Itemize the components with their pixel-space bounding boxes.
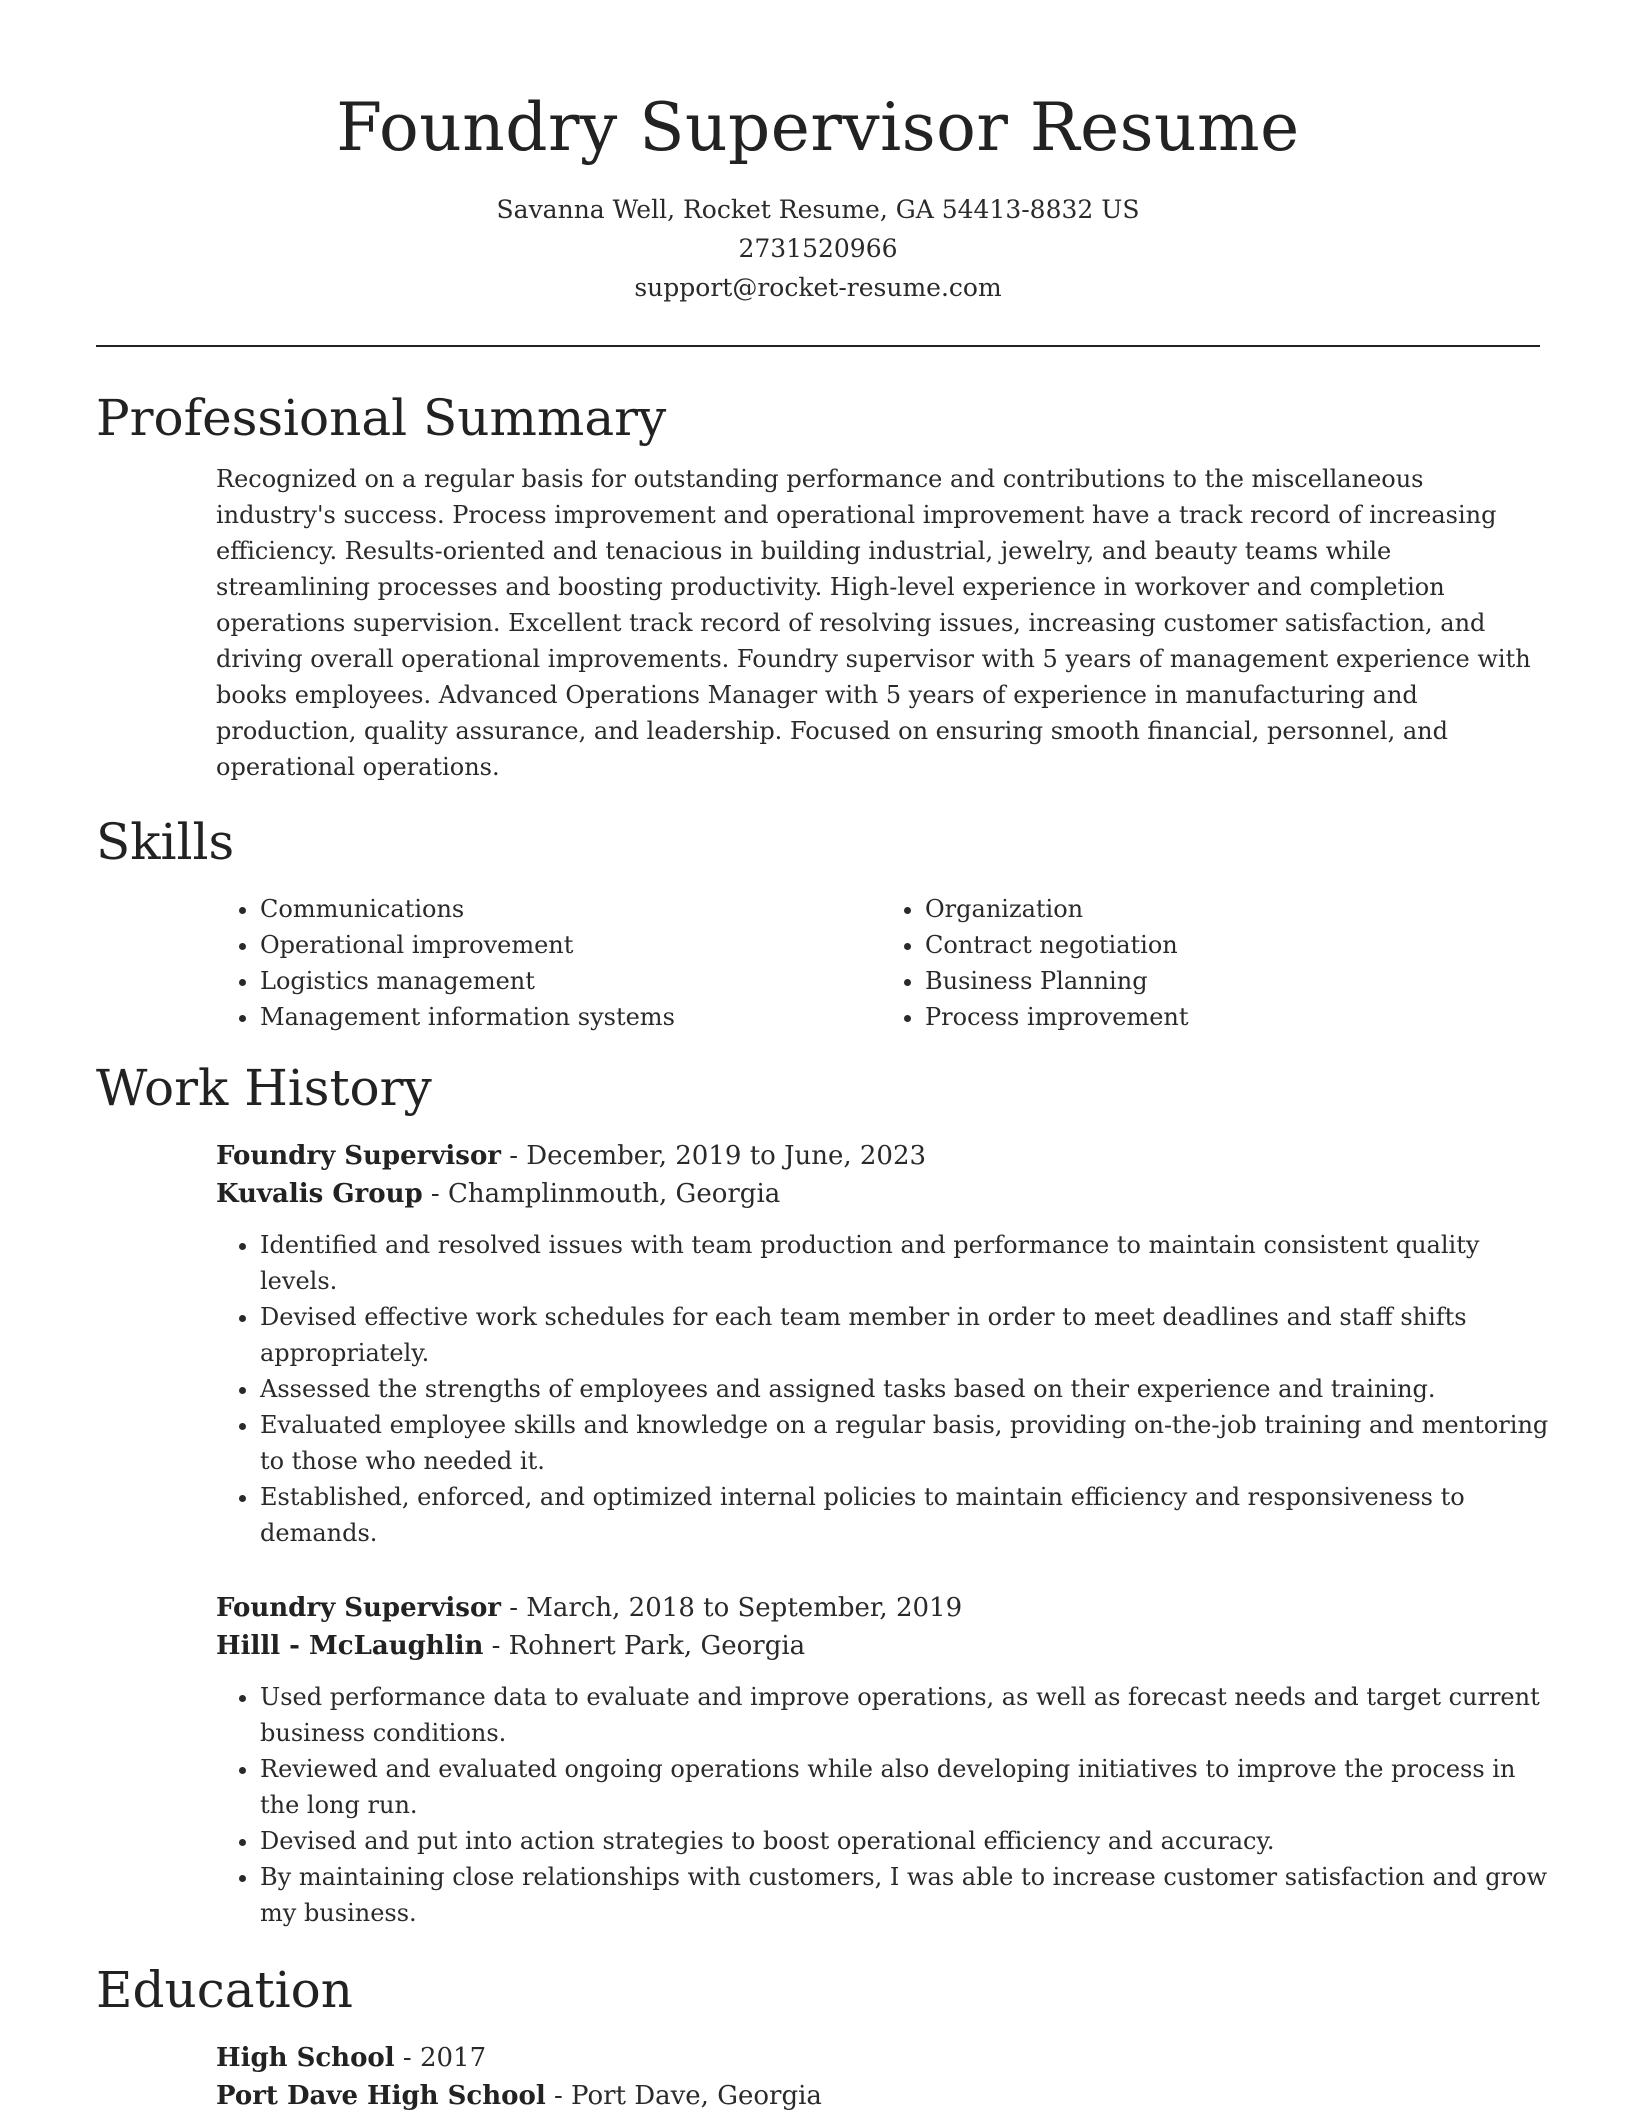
summary-text: Recognized on a regular basis for outstanding performance and contributions to the miscellaneous industry's success. Process improvement and operational improvement have a track record of increasing efficiency. Results-oriented and tenacious in building industrial, jewelry, and beauty teams while streamlining processes and boosting productivity. High-level experience in workover and completion operations supervision. Excellent track record of resolving issues, increasing customer satisfaction, and driving overall operational improvements. Foundry supervisor with 5 years of management experience with books employees. Advanced Operations Manager with 5 years of experience in manufacturing and production, quality assurance, and leadership. Focused on ensuring smooth financial, personnel, and operational operations.	[216, 465, 1531, 781]
job-company: Kuvalis Group	[216, 1179, 423, 1209]
skills-column-left	[216, 891, 881, 1035]
skill-item: • Contract negotiation	[925, 927, 1546, 963]
skills-heading: Skills	[96, 813, 235, 871]
resume-title: Foundry Supervisor Resume	[336, 89, 1300, 166]
education-school: Port Dave High School	[216, 2081, 546, 2111]
job-bullet: • Devised effective work schedules for each team member in order to meet deadlines and staff shifts appropriately.	[260, 1299, 1556, 1371]
job-bullet: • Established, enforced, and optimized internal policies to maintain efficiency and responsiveness to demands.	[260, 1479, 1556, 1551]
skills-list	[216, 891, 1546, 1035]
education-location: - Port Dave, Georgia	[545, 2081, 822, 2111]
skill-item: • Organization	[925, 891, 1546, 927]
job-bullet: • By maintaining close relationships with customers, I was able to increase customer satisfaction and grow my business.	[260, 1859, 1556, 1931]
job-bullet: • Evaluated employee skills and knowledge on a regular basis, providing on-the-job training and mentoring to those who needed it.	[260, 1407, 1556, 1479]
header-divider	[96, 345, 1540, 347]
skill-item: • Logistics management	[260, 963, 881, 999]
job-entry	[216, 1589, 1556, 1931]
resume-page	[96, 0, 1549, 2115]
summary-heading: Professional Summary	[96, 389, 667, 447]
job-title-line	[216, 1137, 1556, 1175]
education-degree-line	[216, 2039, 1540, 2077]
contact-address: Savanna Well, Rocket Resume, GA 54413-8832 US	[496, 195, 1140, 224]
contact-info	[96, 190, 1540, 307]
job-dates: - December, 2019 to June, 2023	[500, 1141, 927, 1171]
job-dates: - March, 2018 to September, 2019	[500, 1593, 963, 1623]
contact-email: support@rocket-resume.com	[634, 273, 1002, 302]
skills-column-right	[881, 891, 1546, 1035]
education-school-line	[216, 2077, 1540, 2115]
job-bullets	[216, 1227, 1556, 1551]
job-bullet: • Devised and put into action strategies to boost operational efficiency and accuracy.	[260, 1823, 1556, 1859]
job-title: Foundry Supervisor	[216, 1141, 501, 1171]
skill-item: • Communications	[260, 891, 881, 927]
job-bullet: • Reviewed and evaluated ongoing operations while also developing initiatives to improve the process in the long run.	[260, 1751, 1556, 1823]
education-degree: High School	[216, 2043, 395, 2073]
job-location: - Rohnert Park, Georgia	[483, 1631, 806, 1661]
skill-item: • Management information systems	[260, 999, 881, 1035]
job-title: Foundry Supervisor	[216, 1593, 501, 1623]
education-heading: Education	[96, 1961, 353, 2019]
job-title-line	[216, 1589, 1556, 1627]
job-bullet: • Assessed the strengths of employees and assigned tasks based on their experience and training.	[260, 1371, 1556, 1407]
job-bullets	[216, 1679, 1556, 1931]
job-bullet: • Identified and resolved issues with team production and performance to maintain consistent quality levels.	[260, 1227, 1556, 1299]
skill-item: • Process improvement	[925, 999, 1546, 1035]
education-entry	[216, 2039, 1540, 2115]
job-company-line	[216, 1627, 1556, 1665]
contact-phone: 2731520966	[738, 234, 898, 263]
job-location: - Champlinmouth, Georgia	[422, 1179, 781, 1209]
job-bullet: • Used performance data to evaluate and improve operations, as well as forecast needs and target current business conditions.	[260, 1679, 1556, 1751]
job-company: Hilll - McLaughlin	[216, 1631, 484, 1661]
job-entry	[216, 1137, 1556, 1551]
education-year: - 2017	[394, 2043, 487, 2073]
skill-item: • Operational improvement	[260, 927, 881, 963]
skill-item: • Business Planning	[925, 963, 1546, 999]
job-company-line	[216, 1175, 1556, 1213]
work-history-heading: Work History	[96, 1059, 432, 1117]
